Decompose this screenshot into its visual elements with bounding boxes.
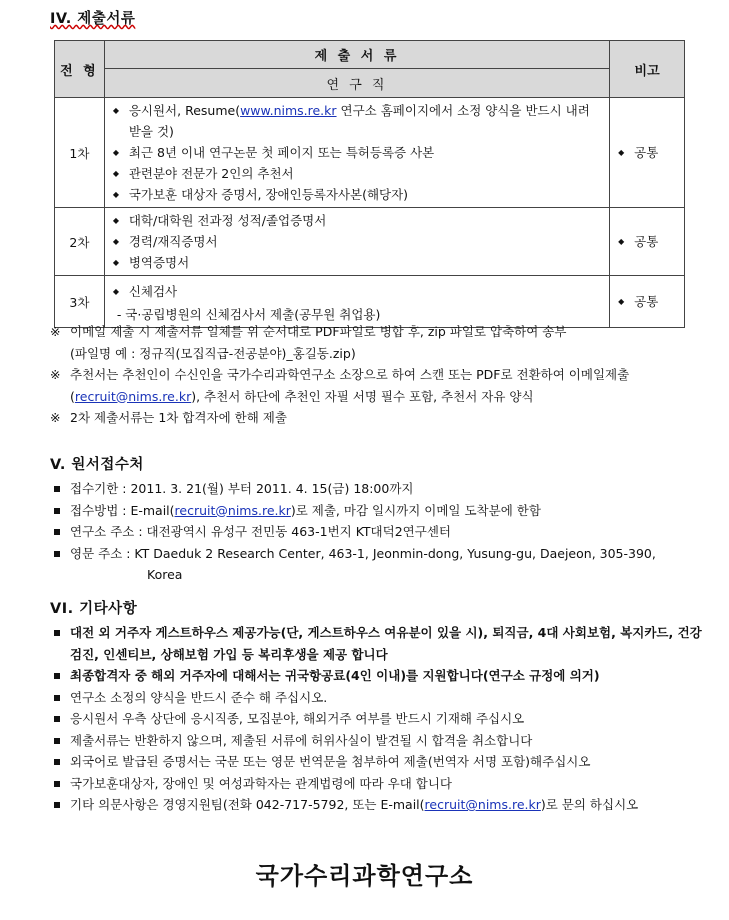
section-title-documents: IV. 제출서류 [50, 11, 136, 27]
list-item: 연구소 소정의 양식을 반드시 준수 해 주십시오. [52, 687, 702, 709]
row-type: 2차 [55, 208, 105, 276]
list-subitem: - 국·공립병원의 신체검사서 제출(공무원 취업용) [116, 306, 381, 322]
section-title-application: V. 원서접수처 [50, 457, 144, 473]
table-row [55, 98, 685, 208]
list-item: ◆ 응시원서, Resume(www.nims.re.kr 연구소 홈페이지에서 소정 양식을 반드시 내려 받을 것) [111, 100, 605, 142]
header-docs: 제 출 서 류 [104, 41, 609, 69]
note-item: (recruit@nims.re.kr), 추천서 하단에 추천인 자필 서명 필수 포함, 추천서 자유 양식 [70, 388, 534, 404]
list-item: 최종합격자 중 해외 거주자에 대해서는 귀국항공료(4인 이내)를 지원합니다(연구소 규정에 의거) [52, 665, 702, 687]
list-item: ◆ 최근 8년 이내 연구논문 첫 페이지 또는 특허등록증 사본 [111, 142, 605, 163]
list-item: ◆ 국가보훈 대상자 증명서, 장애인등록자사본(해당자) [111, 184, 605, 205]
header-note: 비고 [610, 41, 685, 98]
row-type: 1차 [55, 98, 105, 208]
table-row [55, 276, 685, 328]
list-item: ◆ 신체검사 [111, 281, 605, 302]
list-item: 접수방법 : E-mail(recruit@nims.re.kr)로 제출, 마감 일시까지 이메일 도착분에 한함 [52, 500, 702, 522]
list-item: ◆ 대학/대학원 전과정 성적/졸업증명서 [111, 210, 605, 231]
email-link[interactable]: recruit@nims.re.kr [424, 797, 541, 812]
email-link[interactable]: recruit@nims.re.kr [74, 388, 192, 404]
header-type: 전 형 [55, 41, 105, 98]
row-docs [104, 276, 609, 328]
list-item: ◆ 관련분야 전문가 2인의 추천서 [111, 163, 605, 184]
list-item: 응시원서 우측 상단에 응시직종, 모집분야, 해외거주 여부를 반드시 기재해 주십시오 [52, 708, 702, 730]
section-title-other: VI. 기타사항 [50, 601, 138, 617]
homepage-link[interactable]: www.nims.re.kr [240, 103, 337, 118]
note-item: ※ 추천서는 추천인이 수신인을 국가수리과학연구소 소장으로 하여 스캔 또는 PDF로 전환하여 이메일제출 [50, 367, 630, 382]
row-docs [104, 98, 609, 208]
list-item: 기타 의문사항은 경영지원팀(전화 042-717-5792, 또는 E-mail(recruit@nims.re.kr)로 문의 하십시오 [52, 794, 702, 816]
institute-name: 국가수리과학연구소 [255, 862, 474, 890]
list-item: 외국어로 발급된 증명서는 국문 또는 영문 번역문을 첨부하여 제출(번역자 서명 포함)해주십시오 [52, 751, 702, 773]
table-row [55, 208, 685, 276]
note-item: (파일명 예 : 정규직(모집직급-전공분야)_홍길동.zip) [70, 345, 356, 361]
email-link[interactable]: recruit@nims.re.kr [174, 502, 291, 518]
documents-table [54, 40, 685, 328]
application-list [52, 478, 702, 586]
notes [50, 321, 700, 429]
row-type: 3차 [55, 276, 105, 328]
row-note: ◆ 공통 [610, 276, 685, 328]
header-research: 연 구 직 [104, 69, 609, 98]
list-item: 제출서류는 반환하지 않으며, 제출된 서류에 허위사실이 발견될 시 합격을 취소합니다 [52, 730, 702, 752]
list-item: 연구소 주소 : 대전광역시 유성구 전민동 463-1번지 KT대덕2연구센터 [52, 521, 702, 543]
note-item: ※ 2차 제출서류는 1차 합격자에 한해 제출 [50, 410, 287, 425]
list-item: 접수기한 : 2011. 3. 21(월) 부터 2011. 4. 15(금) 18:00까지 [52, 478, 702, 500]
row-note: ◆ 공통 [610, 208, 685, 276]
other-list [52, 622, 702, 816]
row-note: ◆ 공통 [610, 98, 685, 208]
list-item: ◆ 병역증명서 [111, 252, 605, 273]
list-item: 국가보훈대상자, 장애인 및 여성과학자는 관계법령에 따라 우대 합니다 [52, 773, 702, 795]
list-item: ◆ 경력/재직증명서 [111, 231, 605, 252]
list-item: 영문 주소 : KT Daeduk 2 Research Center, 463-1, Jeonmin-dong, Yusung-gu, Daejeon, 305-390, Korea [52, 543, 702, 586]
list-item: 대전 외 거주자 게스트하우스 제공가능(단, 게스트하우스 여유분이 있을 시), 퇴직금, 4대 사회보험, 복지카드, 건강검진, 인센티브, 상해보험 가입 등 복리후생을 제공 합니다 [52, 622, 702, 665]
row-docs [104, 208, 609, 276]
note-item: ※ 이메일 제출 시 제출서류 일체를 위 순서대로 PDF파일로 병합 후, zip 파일로 압축하여 송부 [50, 324, 567, 339]
